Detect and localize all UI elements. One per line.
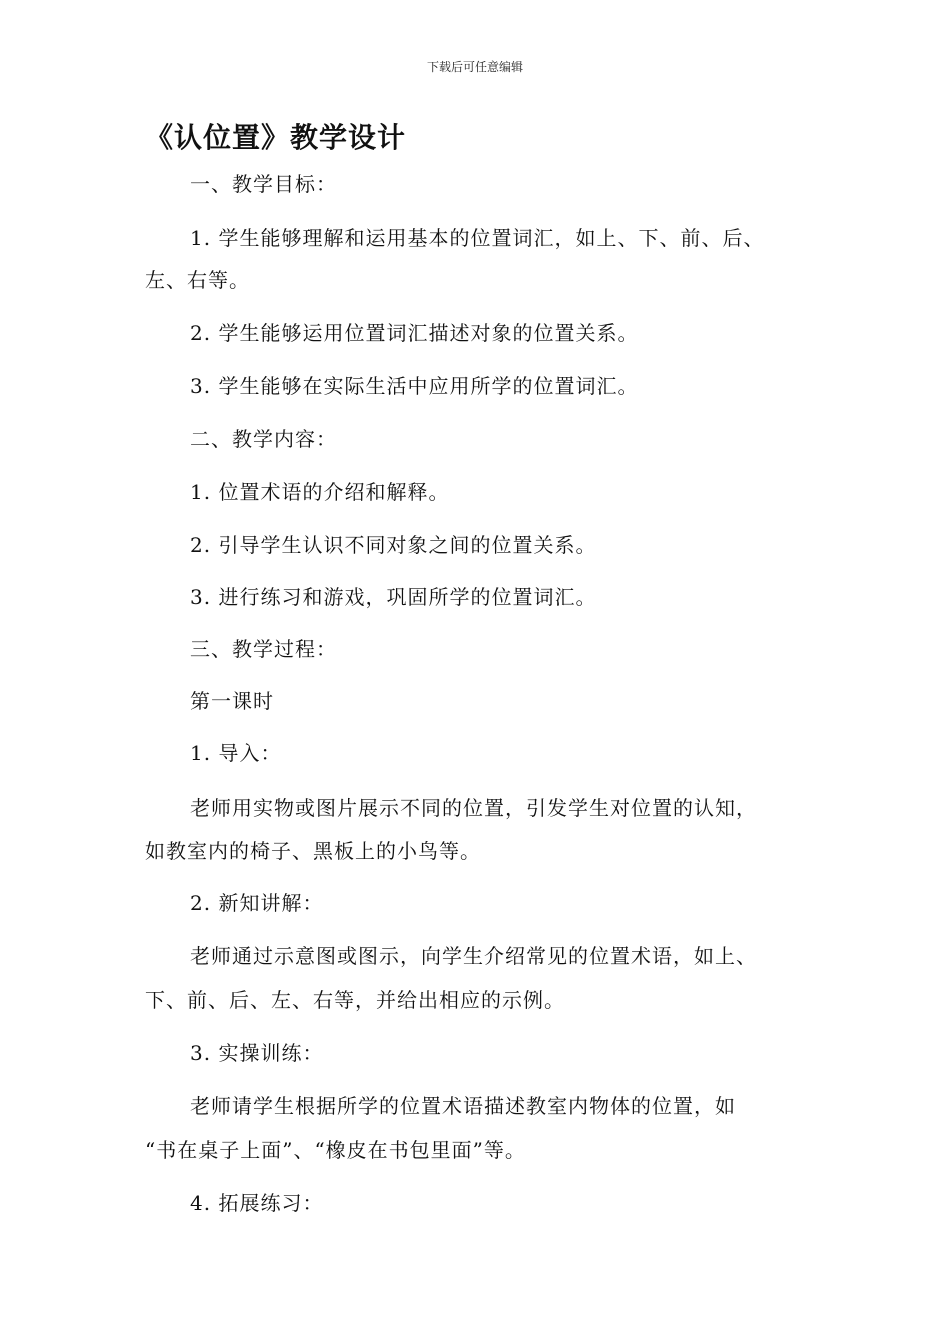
process-step-4: 4. 拓展练习： — [190, 1191, 324, 1215]
process-step-1: 1. 导入： — [190, 741, 282, 765]
paragraph-intro-continued: 如教室内的椅子、黑板上的小鸟等。 — [145, 839, 481, 863]
goal-item-1-continued: 左、右等。 — [145, 268, 250, 292]
header-note: 下载后可任意编辑 — [426, 60, 523, 74]
process-step-2: 2. 新知讲解： — [190, 891, 324, 915]
content-item-3: 3. 进行练习和游戏，巩固所学的位置词汇。 — [190, 585, 597, 609]
section-heading-content: 二、教学内容： — [190, 427, 337, 451]
section-heading-goals: 一、教学目标： — [190, 172, 337, 196]
section-heading-process: 三、教学过程： — [190, 637, 337, 661]
paragraph-practice: 老师请学生根据所学的位置术语描述教室内物体的位置，如 — [190, 1094, 736, 1118]
goal-item-3: 3. 学生能够在实际生活中应用所学的位置词汇。 — [190, 374, 639, 398]
goal-item-1: 1. 学生能够理解和运用基本的位置词汇，如上、下、前、后、 — [190, 226, 765, 250]
paragraph-practice-continued: “书在桌子上面”、“橡皮在书包里面”等。 — [145, 1138, 526, 1162]
paragraph-intro: 老师用实物或图片展示不同的位置，引发学生对位置的认知， — [190, 796, 757, 820]
paragraph-explanation-continued: 下、前、后、左、右等，并给出相应的示例。 — [145, 988, 565, 1012]
goal-item-2: 2. 学生能够运用位置词汇描述对象的位置关系。 — [190, 321, 639, 345]
lesson-label: 第一课时 — [190, 689, 274, 713]
content-item-2: 2. 引导学生认识不同对象之间的位置关系。 — [190, 533, 597, 557]
document-title: 《认位置》教学设计 — [145, 121, 407, 154]
paragraph-explanation: 老师通过示意图或图示，向学生介绍常见的位置术语，如上、 — [190, 944, 757, 968]
content-item-1: 1. 位置术语的介绍和解释。 — [190, 480, 450, 504]
process-step-3: 3. 实操训练： — [190, 1041, 324, 1065]
